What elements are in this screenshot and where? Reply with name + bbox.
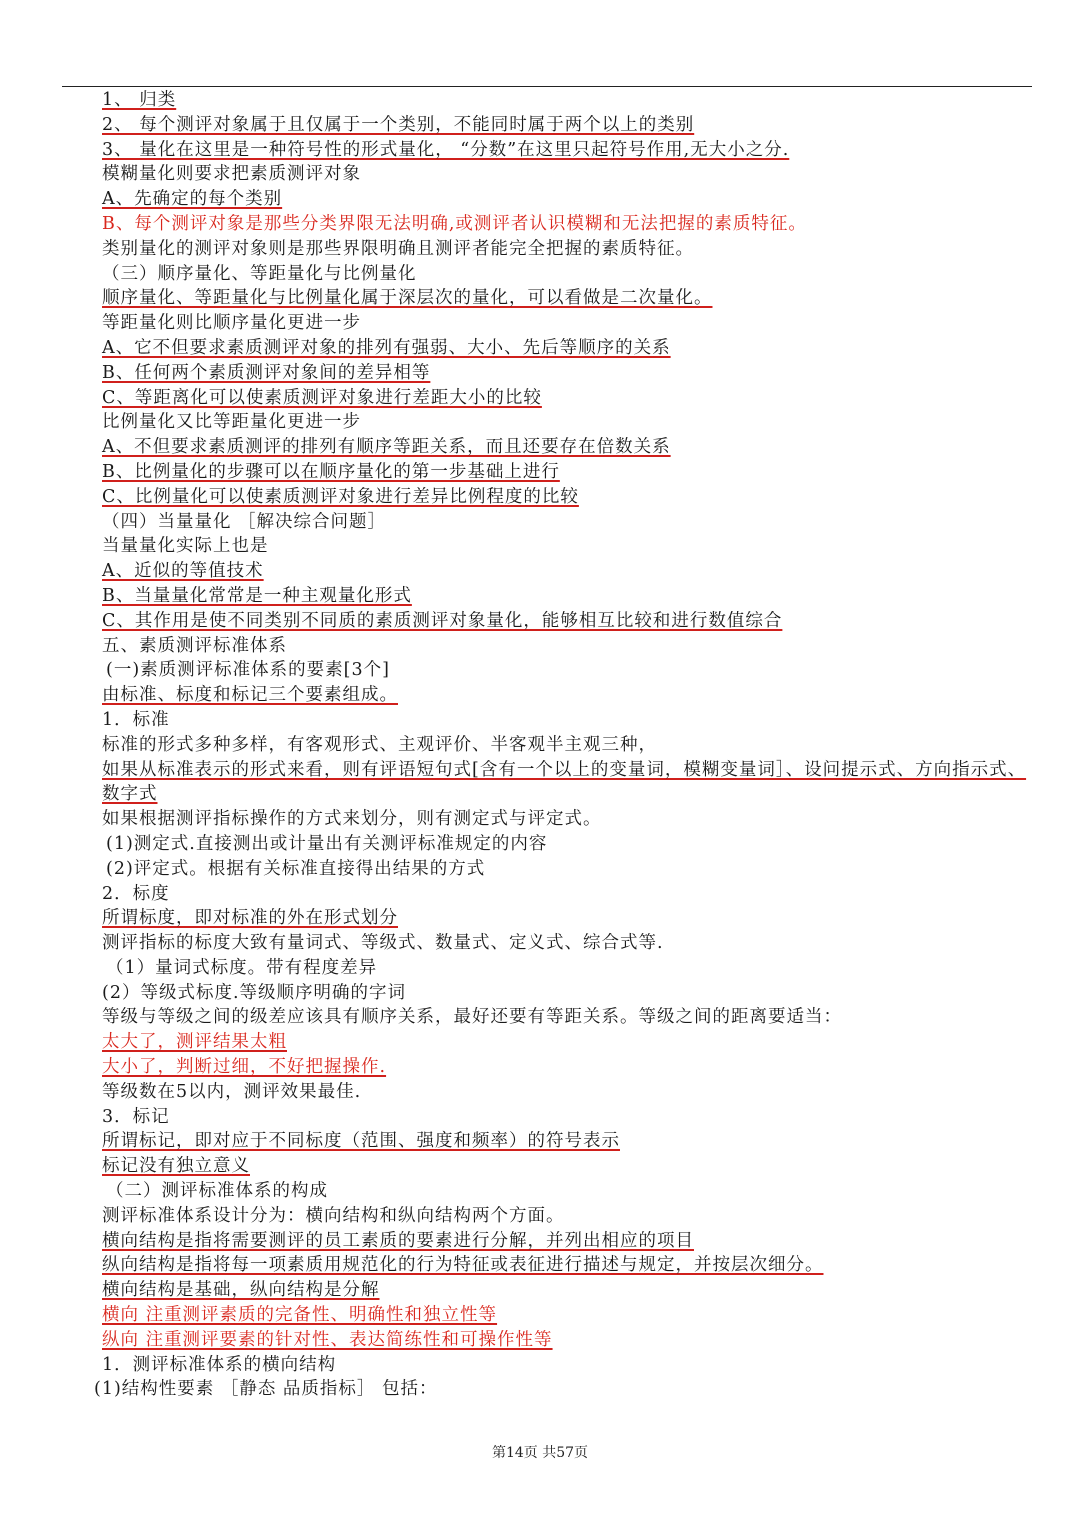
text-line: 类别量化的测评对象则是那些界限明确且测评者能完全把握的素质特征。 [102, 238, 694, 259]
section-heading: (一)素质测评标准体系的要素[3个] [106, 660, 390, 681]
text-line: A、近似的等值技术 [102, 561, 264, 582]
text-line: A、它不但要求素质测评对象的排列有强弱、大小、先后等顺序的关系 [102, 337, 671, 358]
text-line: 等距量化则比顺序量化更进一步 [102, 313, 361, 334]
subsection-heading: 3．标记 [102, 1106, 170, 1127]
text-line: 所谓标记，即对应于不同标度（范围、强度和频率）的符号表示 [102, 1131, 620, 1152]
text-line: 太大了，测评结果太粗 [102, 1032, 287, 1053]
subsection-heading: 2．标度 [102, 883, 170, 904]
text-line: (2)评定式。根据有关标准直接得出结果的方式 [106, 858, 486, 879]
text-line: B、当量量化常常是一种主观量化形式 [102, 585, 412, 606]
text-line: B、每个测评对象是那些分类界限无法明确,或测评者认识模糊和无法把握的素质特征。 [102, 213, 807, 234]
text-line: 测评标准体系设计分为：横向结构和纵向结构两个方面。 [102, 1205, 565, 1226]
text-line: B、比例量化的步骤可以在顺序量化的第一步基础上进行 [102, 461, 560, 482]
text-line: A、不但要求素质测评的排列有顺序等距关系，而且还要存在倍数关系 [102, 437, 671, 458]
text-line: C、等距离化可以使素质测评对象进行差距大小的比较 [102, 387, 542, 408]
text-line: 当量量化实际上也是 [102, 536, 269, 557]
text-line: 大小了，判断过细，不好把握操作. [102, 1057, 387, 1078]
text-line: 由标准、标度和标记三个要素组成。 [102, 685, 398, 706]
text-line: 等级与等级之间的级差应该具有顺序关系，最好还要有等距关系。等级之间的距离要适当： [102, 1007, 842, 1028]
page-body [62, 88, 1032, 1402]
text-line: (2）等级式标度.等级顺序明确的字词 [102, 982, 407, 1003]
text-line: B、任何两个素质测评对象间的差异相等 [102, 362, 431, 383]
text-line: 纵向 注重测评要素的针对性、表达简练性和可操作性等 [102, 1329, 553, 1350]
header-rule [62, 86, 1032, 87]
text-line: 如果根据测评指标操作的方式来划分，则有测定式与评定式。 [102, 809, 602, 830]
text-line: 等级数在5以内，测评效果最佳. [102, 1081, 362, 1102]
text-line: A、先确定的每个类别 [102, 189, 283, 210]
text-line: (1)测定式.直接测出或计量出有关测评标准规定的内容 [106, 833, 548, 854]
text-line: C、比例量化可以使素质测评对象进行差异比例程度的比较 [102, 486, 579, 507]
text-line: 比例量化又比等距量化更进一步 [102, 412, 361, 433]
text-line: 测评指标的标度大致有量词式、等级式、数量式、定义式、综合式等. [102, 933, 664, 954]
text-line: 横向结构是基础，纵向结构是分解 [102, 1280, 380, 1301]
text-line: 2、 每个测评对象属于且仅属于一个类别，不能同时属于两个以上的类别 [102, 114, 695, 135]
subsection-heading: 1．测评标准体系的横向结构 [102, 1354, 337, 1375]
section-heading: （三）顺序量化、等距量化与比例量化 [102, 263, 417, 284]
text-line: C、其作用是使不同类别不同质的素质测评对象量化，能够相互比较和进行数值综合 [102, 610, 783, 631]
text-line: 3、 量化在这里是一种符号性的形式量化， “分数”在这里只起符号作用,无大小之分. [102, 139, 790, 160]
text-line: 顺序量化、等距量化与比例量化属于深层次的量化，可以看做是二次量化。 [102, 288, 713, 309]
section-heading: （二）测评标准体系的构成 [106, 1181, 328, 1202]
text-line: 横向 注重测评素质的完备性、明确性和独立性等 [102, 1305, 498, 1326]
section-heading: （四）当量量化 ［解决综合问题］ [102, 511, 387, 532]
section-heading: 五、素质测评标准体系 [102, 635, 287, 656]
text-line: 标准的形式多种多样，有客观形式、主观评价、半客观半主观三种， [102, 734, 657, 755]
page-footer: 第14页 共57页 [491, 1445, 589, 1461]
text-line: 横向结构是指将需要测评的员工素质的要素进行分解，并列出相应的项目 [102, 1230, 694, 1251]
subsection-heading: 1．标准 [102, 709, 170, 730]
text-line: 1、 归类 [102, 90, 177, 110]
text-line: 模糊量化则要求把素质测评对象 [102, 164, 361, 185]
text-line: 如果从标准表示的形式来看，则有评语短句式[含有一个以上的变量词，模糊变量词］、设问提示式、方向指示式、数字式 [102, 759, 1027, 805]
text-line: （1）量词式标度。带有程度差异 [106, 957, 378, 978]
text-line: 所谓标度，即对标准的外在形式划分 [102, 908, 398, 929]
text-line: (1)结构性要素 ［静态 品质指标］ 包括： [94, 1379, 438, 1400]
text-line: 纵向结构是指将每一项素质用规范化的行为特征或表征进行描述与规定，并按层次细分。 [102, 1255, 824, 1276]
text-line: 标记没有独立意义 [102, 1156, 250, 1177]
